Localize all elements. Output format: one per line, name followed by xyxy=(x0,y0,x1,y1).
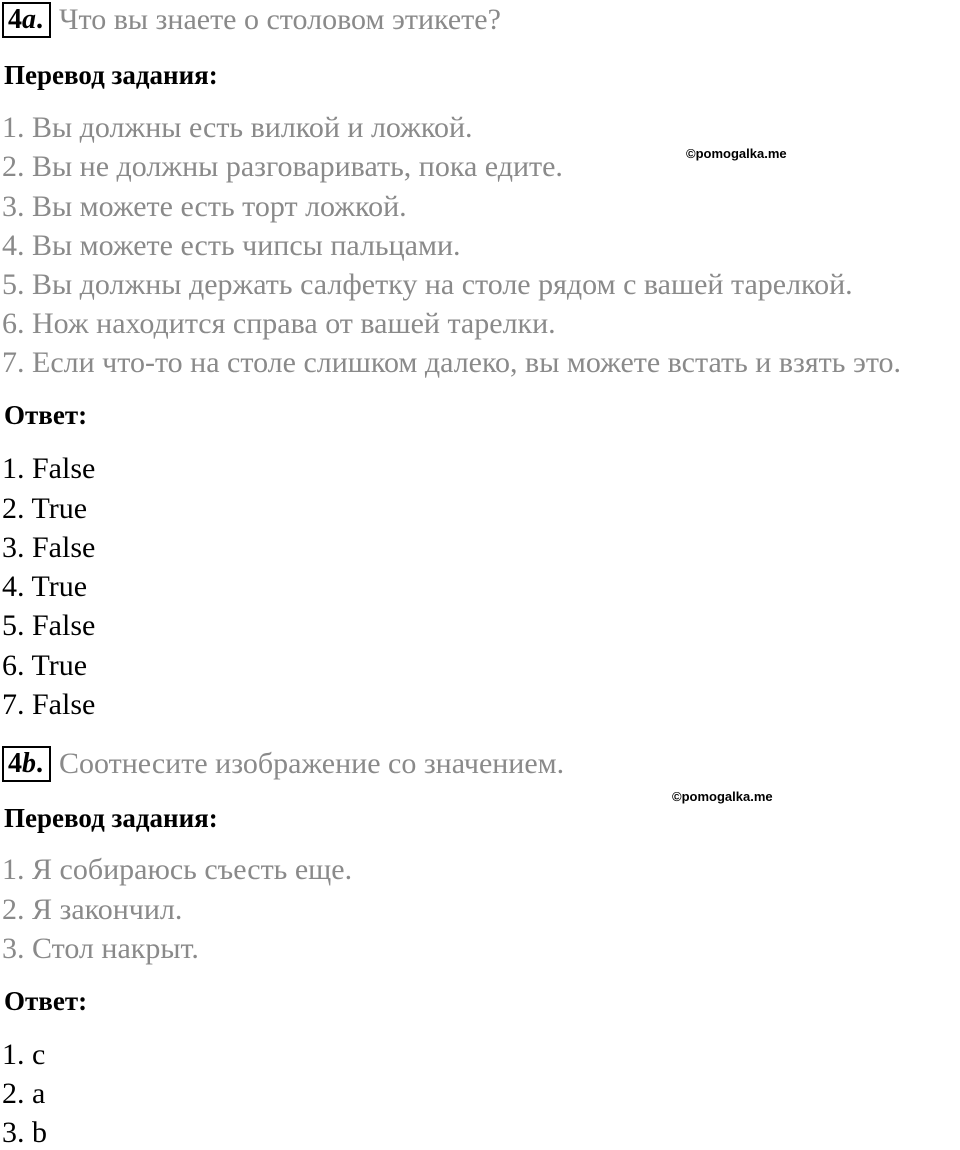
task-4b-answer-heading: Ответ: xyxy=(4,986,88,1016)
task-4b-translation-line-3: 3. Стол накрыт. xyxy=(2,932,199,965)
task-4a-number: 4 xyxy=(8,4,22,35)
task-4b-dot: . xyxy=(36,748,43,779)
task-4a-answer-line-7: 7. False xyxy=(2,688,96,721)
task-4a-translation-line-6: 6. Нож находится справа от вашей тарелки. xyxy=(2,307,556,340)
task-4b-badge xyxy=(2,746,51,782)
task-4a-translation-line-1: 1. Вы должны есть вилкой и ложкой. xyxy=(2,111,473,144)
watermark-bottom: ©pomogalka.me xyxy=(672,789,773,804)
task-4a-answer-heading: Ответ: xyxy=(4,400,88,430)
task-4a-translation-heading: Перевод задания: xyxy=(4,60,218,90)
task-4b-header xyxy=(2,746,564,782)
task-4a-translation-line-3: 3. Вы можете есть торт ложкой. xyxy=(2,190,407,223)
task-4b-translation-line-2: 2. Я закончил. xyxy=(2,893,183,926)
task-4b-number: 4 xyxy=(8,748,22,779)
task-4a-translation-line-2: 2. Вы не должны разговаривать, пока едите. xyxy=(2,150,563,183)
task-4a-header xyxy=(2,2,501,38)
watermark-top: ©pomogalka.me xyxy=(686,146,787,161)
task-4a-badge xyxy=(2,2,51,38)
task-4a-translation-line-4: 4. Вы можете есть чипсы пальцами. xyxy=(2,229,461,262)
task-4a-answer-line-2: 2. True xyxy=(2,492,88,525)
task-4a-answer-line-5: 5. False xyxy=(2,609,96,642)
task-4a-letter: a xyxy=(22,4,36,35)
task-4b-prompt: Соотнесите изображение со значением. xyxy=(59,747,565,780)
task-4b-translation-heading: Перевод задания: xyxy=(4,803,218,833)
task-4a-translation-line-5: 5. Вы должны держать салфетку на столе рядом с вашей тарелкой. xyxy=(2,268,853,301)
task-4a-answer-line-4: 4. True xyxy=(2,570,88,603)
task-4b-translation-line-1: 1. Я собираюсь съесть еще. xyxy=(2,853,353,886)
task-4a-translation-line-7: 7. Если что-то на столе слишком далеко, вы можете встать и взять это. xyxy=(2,346,902,379)
task-4b-answer-line-3: 3. b xyxy=(2,1116,47,1149)
task-4b-letter: b xyxy=(22,748,36,779)
task-4a-answer-line-6: 6. True xyxy=(2,649,88,682)
task-4b-answer-line-1: 1. c xyxy=(2,1038,46,1071)
task-4a-dot: . xyxy=(36,4,43,35)
task-4b-answer-line-2: 2. a xyxy=(2,1077,46,1110)
task-4a-answer-line-3: 3. False xyxy=(2,531,96,564)
task-4a-prompt: Что вы знаете о столовом этикете? xyxy=(59,3,501,36)
task-4a-answer-line-1: 1. False xyxy=(2,452,96,485)
